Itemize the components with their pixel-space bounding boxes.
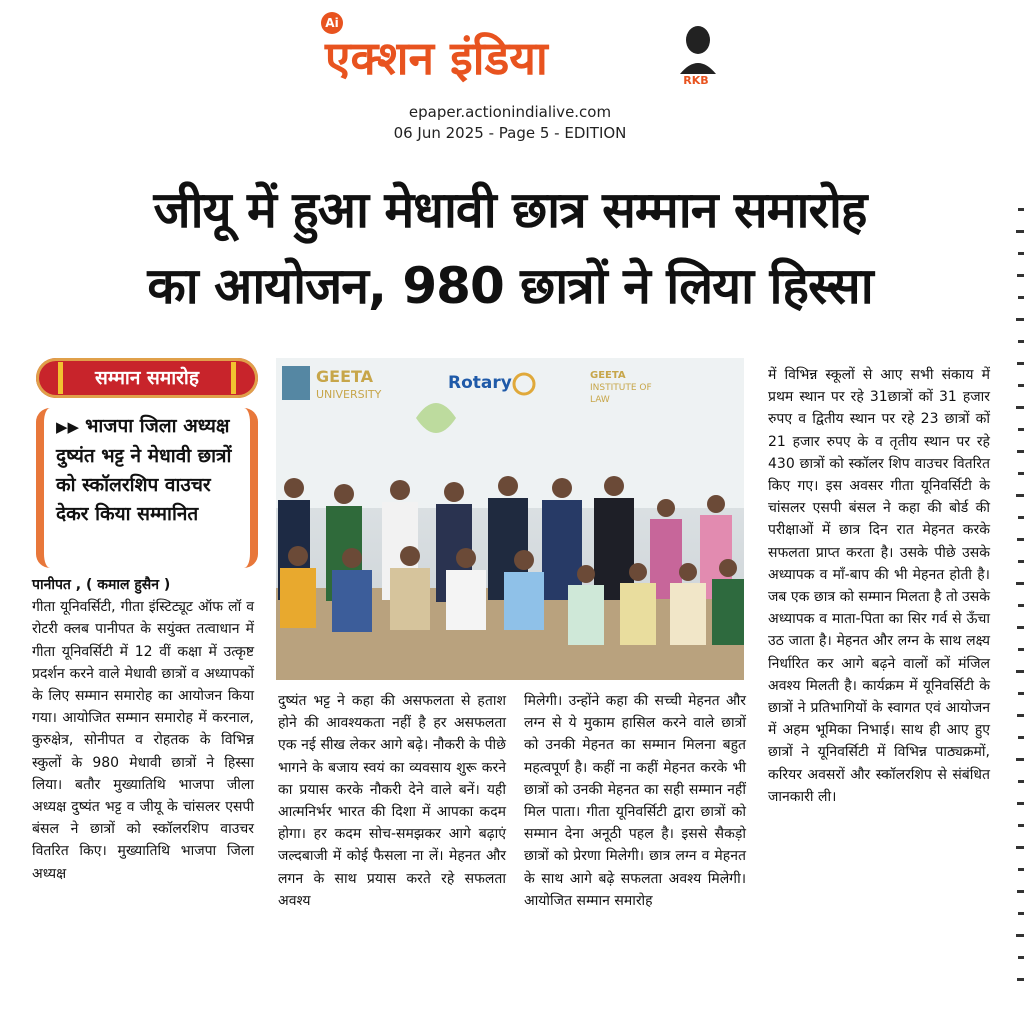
masthead bbox=[0, 0, 1024, 150]
group-portrait-icon bbox=[670, 18, 720, 88]
article-column-1 bbox=[32, 574, 254, 885]
headline bbox=[30, 172, 990, 324]
site-url: epaper.actionindialive.com bbox=[408, 103, 612, 121]
subhead-text: भाजपा जिला अध्यक्ष दुष्यंत भट्ट ने मेधावी छात्रों को स्कॉलरशिप वाउचर देकर किया सम्मानित bbox=[56, 415, 232, 525]
article-column-4: में विभिन्न स्कूलों से आए सभी संकाय में प्रथम स्थान पर रहे 31छात्रों कों 31 हजार रुपए व द्वितीय स्थान पर रहे 23 छात्रों कों 21 हजार रुपए के व तृतीय स्थान पर रहे 430 छात्रों को स्कॉलर शिप वाउचर वितरित किए गए। इस अवसर गीता यूनिवर्सिटी के चांसलर एसपी बंसल ने कहा की बोर्ड की परीक्षाओं में छात्र दिन रात मेहनत करके सफलता प्राप्त करता है। उसके पीछे उसके अध्यापक व माँ-बाप की भी मेहनत होती है। जब एक छात्र को सम्मान मिलता है तो उसके अध्यापक व माता-पिता का सिर गर्व से ऊँचा उठ जाता है। मेहनत और लग्न के साथ लक्ष्य निर्धारित कर आगे बढ़ने वालों कों मंजिल अवश्य मिलती है। कार्यक्रम में यूनिवर्सिटी के छात्रों ने प्रतिभागियों के स्वागत एवं आयोजन में अहम भूमिका निभाई। साथ ही आए हुए छात्रों ने यूनिवर्सिटी में विभिन्न पाठ्यक्रमों, करियर अवसरों और स्कॉलरशिप से संबंधित जानकारी ली। bbox=[768, 367, 990, 805]
geeta-university-logo-icon bbox=[282, 366, 310, 400]
event-photo bbox=[276, 358, 744, 680]
banner-left-line-2: UNIVERSITY bbox=[316, 388, 382, 401]
headline-line-1: जीयू में हुआ मेधावी छात्र सम्मान समारोह bbox=[153, 181, 867, 239]
headline-line-2: का आयोजन, 980 छात्रों ने लिया हिस्सा bbox=[147, 257, 873, 315]
banner-center: Rotary bbox=[448, 373, 512, 393]
group-mark-text: RKB bbox=[683, 74, 709, 87]
section-tag-label: सम्मान समारोह bbox=[58, 362, 236, 394]
banner-right-line-2: INSTITUTE OF bbox=[590, 383, 652, 393]
section-tag bbox=[36, 358, 258, 398]
article-column-2: दुष्यंत भट्ट ने कहा की असफलता से हताश होने की आवश्यकता नहीं है हर असफलता एक नई सीख लेकर आगे बढ़े। नौकरी के पीछे भागने के बजाय स्वयं का व्यवसाय शुरू करने का प्रयास करके नौकरी देने वाले बनें। यही आत्मनिर्भर भारत की दिशा में आपका कदम होगा। हर कदम सोच-समझकर आगे बढ़ाएं जल्दबाजी में कोई फैसला ना लें। मेहनत और लगन के साथ प्रयास करते रहे सफलता अवश्य bbox=[278, 693, 506, 909]
banner-right-line-3: LAW bbox=[590, 395, 610, 405]
event-photo-illustration bbox=[276, 358, 744, 680]
banner-right-line-1: GEETA bbox=[590, 370, 626, 381]
edition-line: 06 Jun 2025 - Page 5 - EDITION bbox=[393, 124, 627, 142]
logo-letters: Ai bbox=[325, 16, 339, 30]
banner-left-line-1: GEETA bbox=[316, 367, 374, 386]
double-arrow-icon: ▶▶ bbox=[56, 418, 80, 436]
article-column-3: मिलेगी। उन्होंने कहा की सच्ची मेहनत और लग्न से ये मुकाम हासिल करने वाले छात्रों को उनकी मेहनत का सम्मान मिलना बहुत महत्वपूर्ण है। कहीं ना कहीं मेहनत करके भी छात्रों को उनकी मेहनत का सही सम्मान नहीं मिल पाता। गीता यूनिवर्सिटी द्वारा छात्रों को सम्मान देना अनूठी पहल है। इससे सैकड़ो छात्रों को प्रेरणा मिलेगी। छात्र लग्न व मेहनत के साथ आगे बढ़े सफलता अवश्य मिलेगी।आयोजित सम्मान समारोह bbox=[524, 693, 746, 909]
column-1-text: गीता यूनिवर्सिटी, गीता इंस्टिट्यूट ऑफ लॉ व रोटरी क्लब पानीपत के सयुंक्त तत्वाधान में गीता यूनिवर्सिटी में 12 वीं कक्षा में उत्कृष्ट प्रदर्शन करने वाले मेधावी छात्रों व अध्यापकों के लिए सम्मान समारोह का आयोजन किया गया। आयोजित सम्मान समारोह में करनाल, कुरुक्षेत्र, सोनीपत व रोहतक के विभिन्न स्कुलों के 980 मेधावी छात्रों ने हिस्सा लिया। बतौर मुख्यातिथि भाजपा जीला अध्यक्ष दुष्यंत भट्ट व जीयू के चांसलर एसपी बंसल ने छात्रों को स्कॉलरशिप वाउचर वितरित किए। मुख्यातिथि भाजपा जिला अध्यक्ष bbox=[32, 599, 254, 882]
adjacent-column-edge bbox=[1004, 200, 1024, 1000]
subhead-box bbox=[36, 408, 258, 568]
subhead bbox=[56, 412, 246, 529]
byline: पानीपत , ( कमाल हुसैन ) bbox=[32, 577, 171, 593]
brand-name: एक्शन इंडिया bbox=[325, 31, 548, 85]
